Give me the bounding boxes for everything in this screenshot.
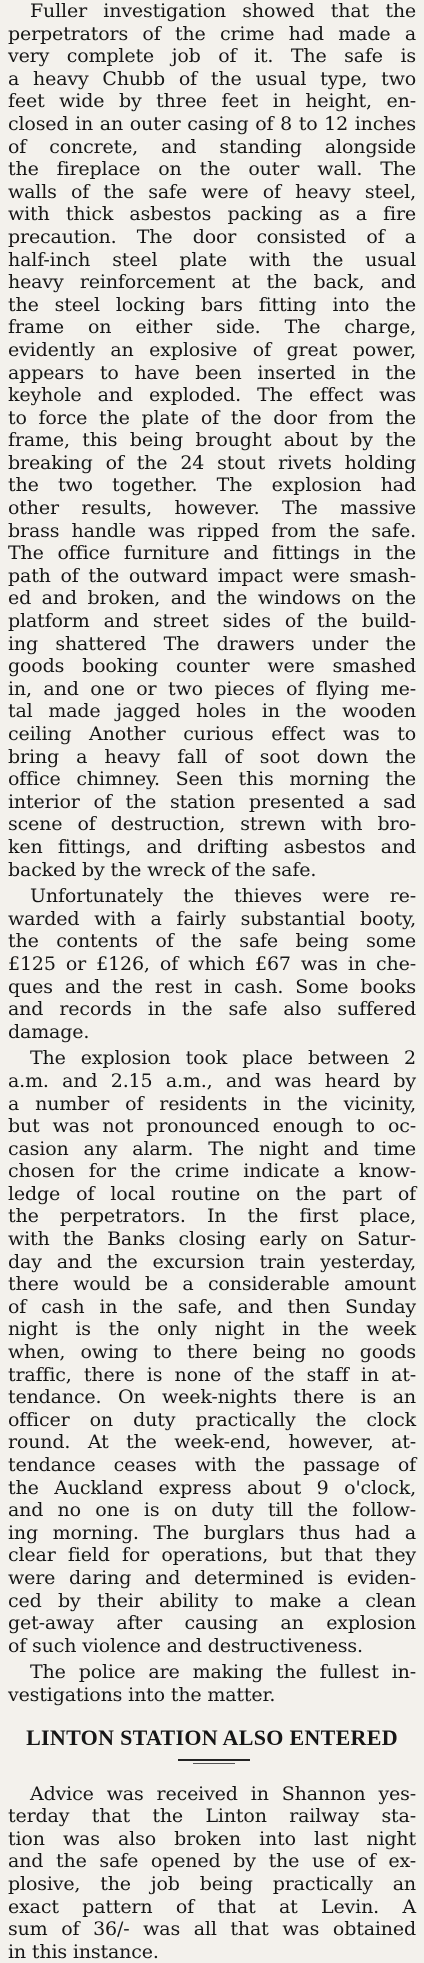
text-line: the Auckland express about 9 o'clock, [8,1476,416,1499]
text-line: a heavy Chubb of the usual type, two [8,67,416,90]
text-line: damage. [8,1020,90,1043]
text-line: tendance. On week-nights there is an [8,1386,416,1409]
text-line: and no one is on duty till the follow- [8,1499,416,1522]
text-line: brass handle was ripped from the safe. [8,519,416,542]
text-line: sum of 36/- was all that was obtained [8,1918,416,1941]
text-line: feet wide by three feet in height, en- [8,90,416,113]
text-line: very complete job of it. The safe is [8,45,416,68]
text-line: with thick asbestos packing as a fire [8,203,416,226]
text-line: a.m. and 2.15 a.m., and was heard by [8,1069,416,1092]
article-body [8,0,416,1707]
text-line: £125 or £126, of which £67 was in che- [8,952,416,975]
heading-rule-short [193,1763,235,1764]
text-line: backed by the wreck of the safe. [8,858,317,881]
text-line: exact pattern of that at Levin. A [8,1895,416,1918]
text-line: terday that the Linton railway sta- [8,1805,416,1828]
article-column [8,0,416,1963]
text-line: platform and street sides of the build- [8,610,416,633]
text-line: the two together. The explosion had [8,474,416,497]
text-line: ceiling Another curious effect was to [8,723,416,745]
section-heading: LINTON STATION ALSO ENTERED [26,1724,398,1750]
text-line: office chimney. Seen this morning the [8,768,416,791]
text-line: The explosion took place between 2 [30,1047,416,1070]
text-line: casion any alarm. The night and time [8,1137,416,1160]
text-line: breaking of the 24 stout rivets holding [8,451,416,474]
text-line: get-away after causing an explosion [8,1612,416,1635]
text-line: perpetrators of the crime had made a [8,22,416,45]
text-line: of such violence and destructiveness. [8,1634,363,1657]
text-line: the perpetrators. In the first place, [8,1205,416,1228]
text-line: clear field for operations, but that they [8,1544,416,1567]
text-line: there would be a considerable amount [8,1273,416,1296]
text-line: frame on either side. The charge, [8,316,416,339]
text-line: round. At the week-end, however, at- [8,1431,416,1454]
text-line: appears to have been inserted in the [8,361,416,384]
text-line: tendance ceases with the passage of [8,1454,416,1476]
text-line: heavy reinforcement at the back, and [8,271,416,294]
text-line: vestigations into the matter. [8,1683,276,1706]
text-line: of cash in the safe, and then Sunday [8,1295,416,1318]
text-line: keyhole and exploded. The effect was [8,384,416,407]
text-line: ed and broken, and the windows on the [8,587,416,610]
text-line: of concrete, and standing alongside [8,135,416,158]
text-line: walls of the safe were of heavy steel, [8,180,416,203]
text-line: warded with a fairly substantial booty, [8,907,416,930]
text-line: and the safe opened by the use of ex- [8,1850,416,1873]
text-line: ing shattered The drawers under the [8,632,416,655]
text-line: goods booking counter were smashed [8,655,416,678]
text-line: plosive, the job being practically an [8,1872,416,1895]
text-line: Fuller investigation showed that the [30,0,416,22]
text-line: and records in the safe also suffered [8,998,416,1021]
text-line: interior of the station presented a sad [8,790,416,813]
text-line: to force the plate of the door from the [8,406,416,429]
text-line: ques and the rest in cash. Some books [8,975,416,998]
paragraph [8,1047,416,1657]
paragraph [8,1783,416,1963]
text-line: half-inch steel plate with the usual [8,248,416,271]
text-line: frame, this being brought about by the [8,429,416,452]
text-line: ced by their ability to make a clean [8,1589,416,1612]
text-line: other results, however. The massive [8,497,416,520]
text-line: when, owing to there being no goods [8,1341,416,1364]
section-heading-block [8,1707,416,1783]
text-line: Advice was received in Shannon yes- [30,1782,416,1805]
text-line: closed in an outer casing of 8 to 12 inches [8,112,416,135]
text-line: The police are making the fullest in- [30,1661,416,1684]
text-line: traffic, there is none of the staff in at- [8,1363,416,1386]
text-line: bring a heavy fall of soot down the [8,745,416,768]
text-line: with the Banks closing early on Satur- [8,1228,416,1251]
text-line: in this instance. [8,1940,159,1963]
text-line: night is the only night in the week [8,1318,416,1341]
closing-paragraph [8,1783,416,1963]
text-line: a number of residents in the vicinity, [8,1092,416,1115]
text-line: precaution. The door consisted of a [8,225,416,248]
text-line: ing morning. The burglars thus had a [8,1521,416,1544]
text-line: the contents of the safe being some [8,930,416,953]
heading-rule [178,1759,250,1761]
text-line: tal made jagged holes in the wooden [8,700,416,723]
paragraph [8,0,416,881]
text-line: tion was also broken into last night [8,1827,416,1850]
text-line: in, and one or two pieces of flying me- [8,677,416,700]
text-line: chosen for the crime indicate a know- [8,1160,416,1183]
text-line: scene of destruction, strewn with bro- [8,813,416,836]
paragraph [8,1661,416,1706]
text-line: the steel locking bars fitting into the [8,293,416,316]
text-line: but was not pronounced enough to oc- [8,1115,416,1138]
text-line: evidently an explosive of great power, [8,338,416,361]
text-line: day and the excursion train yesterday, [8,1250,416,1273]
paragraph [8,885,416,1043]
text-line: were daring and determined is eviden- [8,1566,416,1589]
text-line: ken fittings, and drifting asbestos and [8,835,416,858]
text-line: ledge of local routine on the part of [8,1182,416,1205]
text-line: officer on duty practically the clock [8,1408,416,1431]
text-line: The office furniture and fittings in the [8,542,416,565]
text-line: Unfortunately the thieves were re- [30,885,416,908]
text-line: path of the outward impact were smash- [8,564,416,587]
text-line: the fireplace on the outer wall. The [8,158,416,181]
